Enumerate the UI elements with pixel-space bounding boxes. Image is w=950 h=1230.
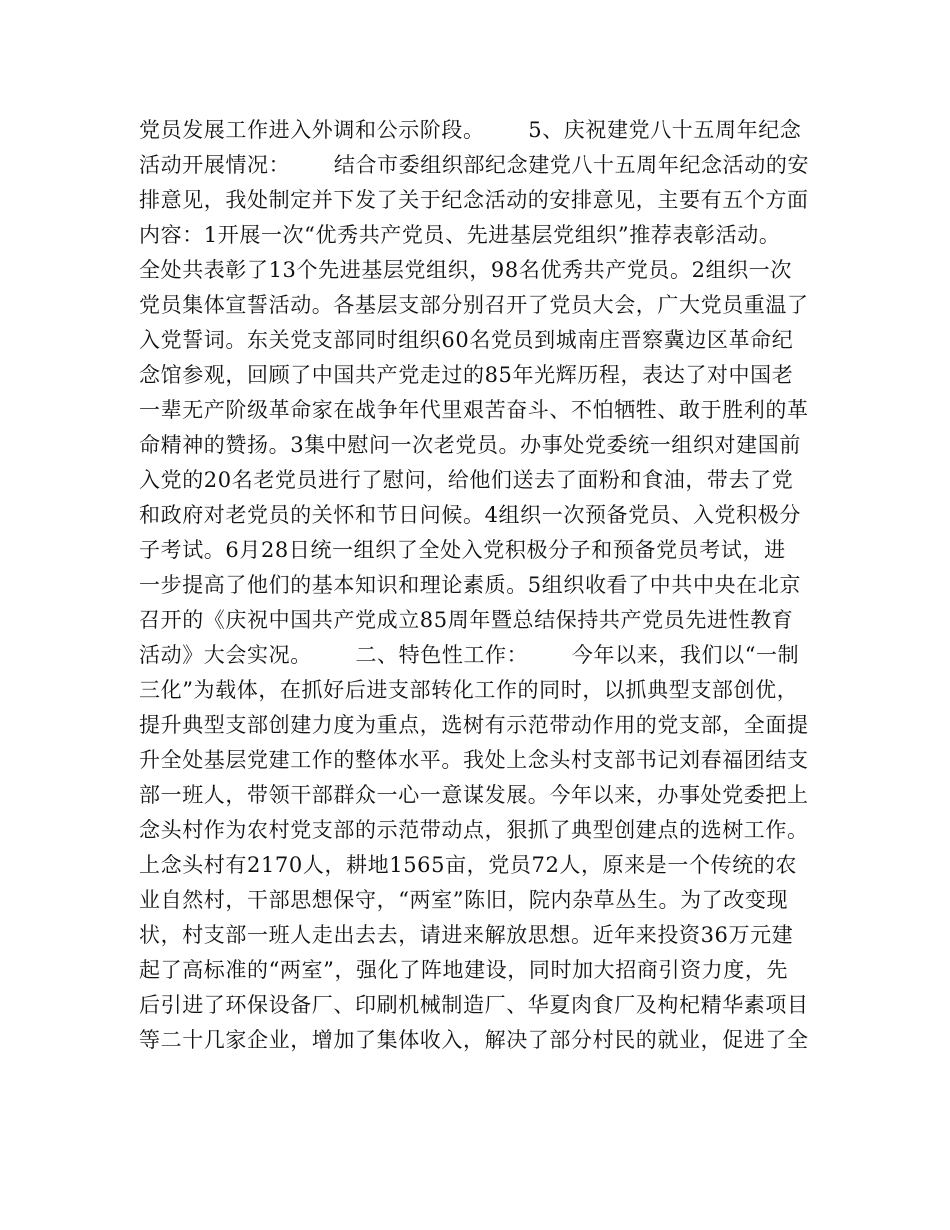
text-line: 后引进了环保设备厂、印刷机械制造厂、华夏肉食厂及枸杞精华素项目 bbox=[139, 993, 809, 1017]
text-line: 状，村支部一班人走出去去，请进来解放思想。近年来投资36万元建 bbox=[139, 923, 794, 947]
text-line: 一辈无产阶级革命家在战争年代里艰苦奋斗、不怕牺牲、敢于胜利的革 bbox=[139, 398, 809, 422]
text-line: 全处共表彰了13个先进基层党组织，98名优秀共产党员。2组织一次 bbox=[139, 258, 793, 282]
text-line: 上念头村有2170人，耕地1565亩，党员72人，原来是一个传统的农 bbox=[139, 853, 798, 877]
text-line: 一步提高了他们的基本知识和理论素质。5组织收看了中共中央在北京 bbox=[139, 573, 801, 597]
text-line: 升全处基层党建工作的整体水平。我处上念头村支部书记刘春福团结支 bbox=[139, 748, 809, 772]
text-line: 党员集体宣誓活动。各基层支部分别召开了党员大会，广大党员重温了 bbox=[139, 293, 809, 317]
text-line: 入党的20名老党员进行了慰问，给他们送去了面粉和食油，带去了党 bbox=[139, 468, 794, 492]
text-line: 召开的《庆祝中国共产党成立85周年暨总结保持共产党员先进性教育 bbox=[139, 608, 794, 632]
text-line: 部一班人，带领干部群众一心一意谋发展。今年以来，办事处党委把上 bbox=[139, 783, 809, 807]
text-line: 活动》大会实况。 二、特色性工作： 今年以来，我们以“一制 bbox=[139, 643, 800, 667]
text-line: 等二十几家企业，增加了集体收入，解决了部分村民的就业，促进了全 bbox=[139, 1028, 809, 1052]
text-line: 业自然村，干部思想保守，“两室”陈旧，院内杂草丛生。为了改变现 bbox=[139, 888, 789, 912]
text-line: 入党誓词。东关党支部同时组织60名党员到城南庄晋察冀边区革命纪 bbox=[139, 328, 794, 352]
text-line: 三化”为载体，在抓好后进支部转化工作的同时，以抓典型支部创优， bbox=[139, 678, 799, 702]
text-line: 党员发展工作进入外调和公示阶段。 5、庆祝建党八十五周年纪念 bbox=[139, 118, 802, 142]
text-line: 命精神的赞扬。3集中慰问一次老党员。办事处党委统一组织对建国前 bbox=[139, 433, 801, 457]
text-line: 提升典型支部创建力度为重点，选树有示范带动作用的党支部，全面提 bbox=[139, 713, 809, 737]
text-line: 起了高标准的“两室”，强化了阵地建设，同时加大招商引资力度，先 bbox=[139, 958, 789, 982]
text-line: 念馆参观，回顾了中国共产党走过的85年光辉历程，表达了对中国老 bbox=[139, 363, 794, 387]
text-line: 内容：1开展一次“优秀共产党员、先进基层党组织”推荐表彰活动。 bbox=[139, 223, 781, 247]
text-line: 和政府对老党员的关怀和节日问候。4组织一次预备党员、入党积极分 bbox=[139, 503, 801, 527]
text-line: 排意见，我处制定并下发了关于纪念活动的安排意见，主要有五个方面 bbox=[139, 188, 809, 212]
text-line: 念头村作为农村党支部的示范带动点，狠抓了典型创建点的选树工作。 bbox=[139, 818, 809, 842]
body-text bbox=[139, 113, 829, 1058]
text-line: 活动开展情况： 结合市委组织部纪念建党八十五周年纪念活动的安 bbox=[139, 153, 810, 177]
text-line: 子考试。6月28日统一组织了全处入党积极分子和预备党员考试，进 bbox=[139, 538, 786, 562]
